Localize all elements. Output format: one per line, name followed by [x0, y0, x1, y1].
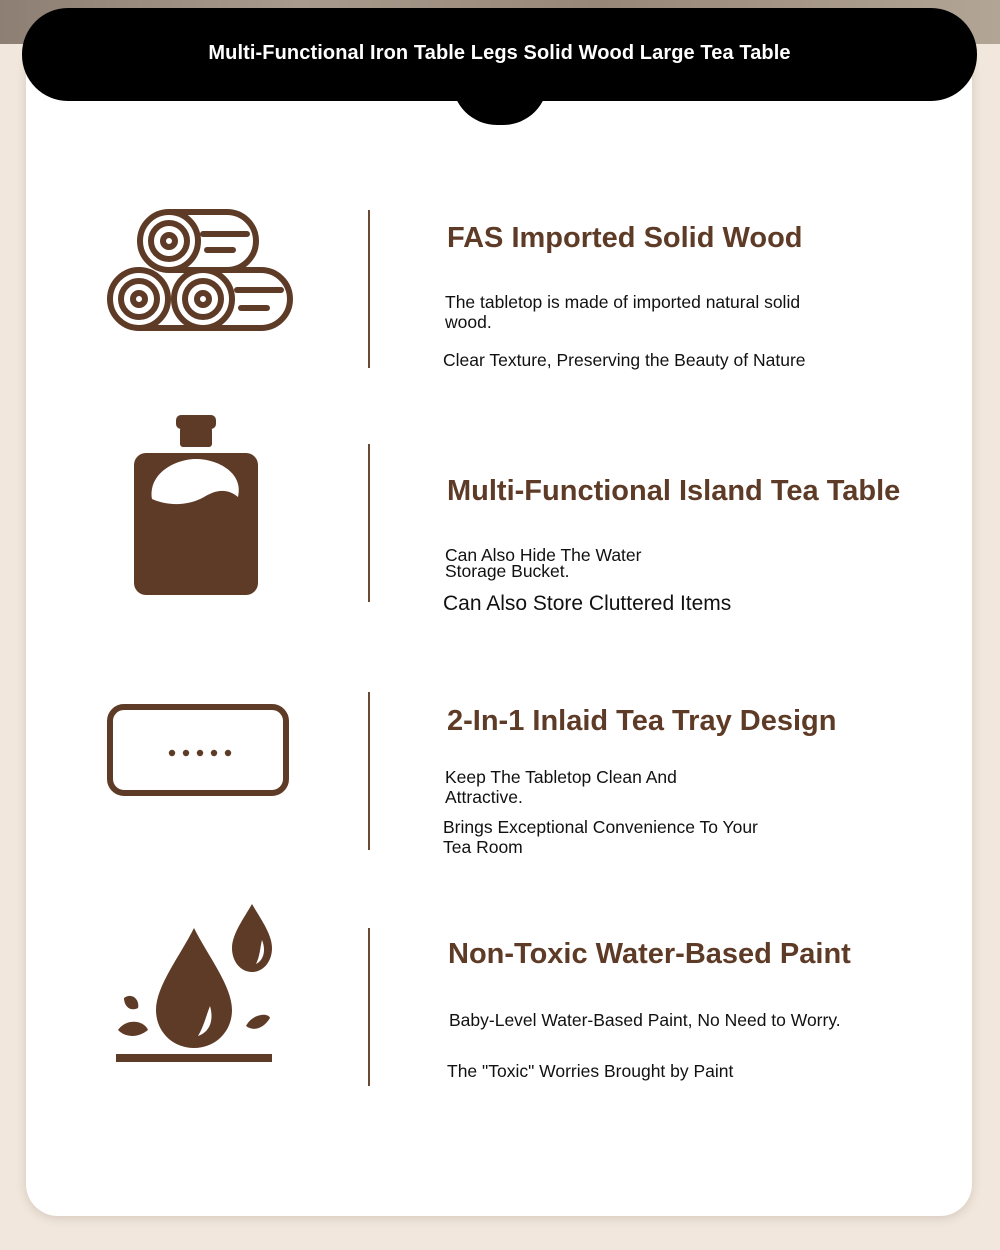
wood-logs-icon — [105, 206, 295, 336]
feature-description: The "Toxic" Worries Brought by Paint — [447, 1061, 734, 1081]
banner-title: Multi-Functional Iron Table Legs Solid Wood Large Tea Table — [208, 42, 791, 64]
feature-description: Baby-Level Water-Based Paint, No Need to Worry. — [449, 1010, 841, 1030]
feature-description: Clear Texture, Preserving the Beauty of Nature — [443, 350, 806, 370]
water-drops-icon — [114, 902, 276, 1066]
feature-title: Non-Toxic Water-Based Paint — [448, 938, 851, 970]
water-bucket-icon — [134, 415, 258, 595]
tea-tray-icon — [106, 703, 290, 799]
divider — [368, 444, 370, 602]
feature-title: 2-In-1 Inlaid Tea Tray Design — [447, 705, 837, 737]
divider — [368, 692, 370, 850]
feature-title: Multi-Functional Island Tea Table — [447, 475, 901, 507]
feature-title: FAS Imported Solid Wood — [447, 222, 803, 254]
divider — [368, 928, 370, 1086]
feature-description: The tabletop is made of imported natural solid wood. — [445, 292, 801, 332]
feature-description: Keep The Tabletop Clean And Attractive. — [445, 767, 677, 807]
feature-description: Can Also Hide The Water Storage Bucket. — [445, 545, 642, 581]
feature-description: Can Also Store Cluttered Items — [443, 592, 732, 615]
feature-description: Brings Exceptional Convenience To Your Tea Room — [443, 817, 758, 857]
divider — [368, 210, 370, 368]
